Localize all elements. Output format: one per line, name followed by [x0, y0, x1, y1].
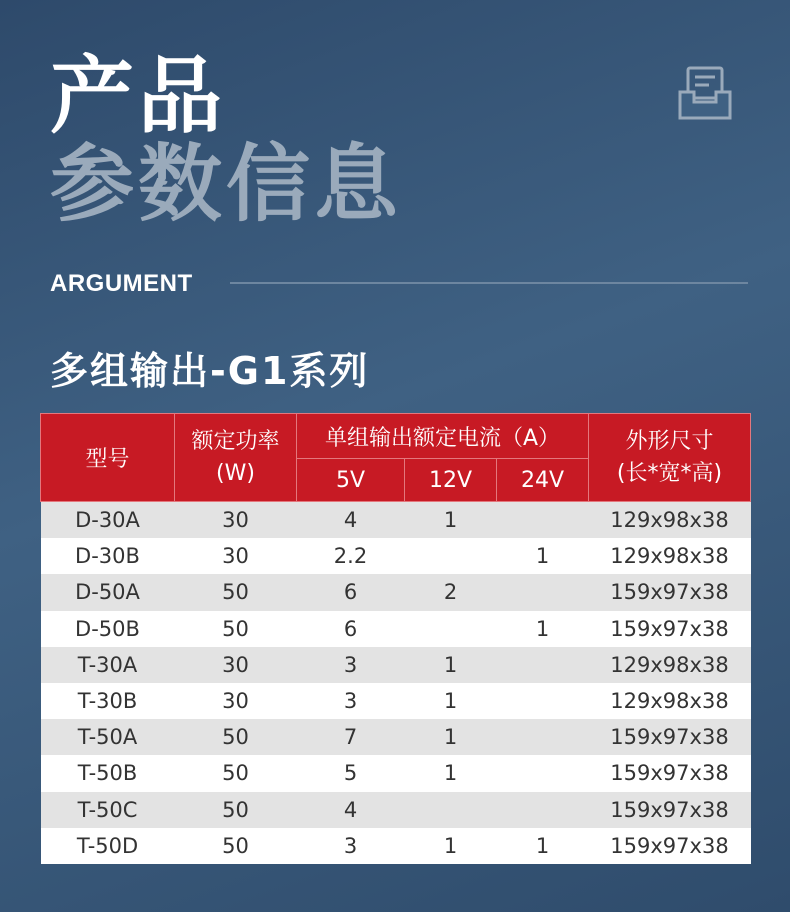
cell-size: 159x97x38: [589, 574, 751, 610]
cell-5v: 6: [297, 574, 405, 610]
document-tray-icon: [676, 64, 734, 122]
cell-power: 50: [175, 792, 297, 828]
cell-12v: 2: [405, 574, 497, 610]
cell-24v: [497, 683, 589, 719]
col-header-24v: 24V: [497, 459, 589, 502]
table-row: [41, 538, 751, 574]
cell-5v: 6: [297, 611, 405, 647]
cell-model: T-50B: [41, 755, 175, 791]
cell-model: T-30A: [41, 647, 175, 683]
cell-power: 30: [175, 538, 297, 574]
section-subtitle: ARGUMENT: [50, 270, 193, 297]
cell-24v: [497, 719, 589, 755]
cell-12v: [405, 538, 497, 574]
cell-power: 50: [175, 611, 297, 647]
series-title: 多组输出-G1系列: [50, 349, 370, 393]
cell-power: 30: [175, 502, 297, 539]
cell-power: 50: [175, 719, 297, 755]
cell-24v: [497, 792, 589, 828]
col-header-power-line1: 额定功率: [191, 428, 280, 454]
cell-size: 129x98x38: [589, 502, 751, 539]
cell-24v: 1: [497, 538, 589, 574]
col-header-12v: 12V: [405, 459, 497, 502]
cell-size: 129x98x38: [589, 683, 751, 719]
table-row: [41, 792, 751, 828]
cell-12v: [405, 611, 497, 647]
col-header-current-group: 单组输出额定电流（A）: [297, 414, 589, 459]
cell-size: 129x98x38: [589, 647, 751, 683]
col-header-5v: 5V: [297, 459, 405, 502]
cell-size: 159x97x38: [589, 719, 751, 755]
page-title-line1: 产品: [50, 47, 227, 145]
table-row: [41, 611, 751, 647]
col-header-power: [175, 414, 297, 502]
cell-12v: 1: [405, 647, 497, 683]
table-row: [41, 683, 751, 719]
cell-5v: 4: [297, 792, 405, 828]
cell-size: 159x97x38: [589, 828, 751, 864]
cell-model: D-30A: [41, 502, 175, 539]
table-row: [41, 574, 751, 610]
cell-model: T-50C: [41, 792, 175, 828]
cell-model: D-50A: [41, 574, 175, 610]
cell-model: T-30B: [41, 683, 175, 719]
cell-24v: [497, 647, 589, 683]
cell-model: T-50D: [41, 828, 175, 864]
cell-5v: 5: [297, 755, 405, 791]
cell-power: 30: [175, 683, 297, 719]
col-header-size-line1: 外形尺寸: [625, 428, 714, 454]
cell-power: 50: [175, 574, 297, 610]
col-header-size-line2: (长*宽*高): [616, 460, 723, 486]
col-header-model: 型号: [41, 414, 175, 502]
cell-size: 159x97x38: [589, 792, 751, 828]
cell-model: D-50B: [41, 611, 175, 647]
cell-5v: 3: [297, 828, 405, 864]
cell-5v: 2.2: [297, 538, 405, 574]
table-row: [41, 647, 751, 683]
cell-5v: 3: [297, 683, 405, 719]
cell-12v: 1: [405, 502, 497, 539]
cell-24v: 1: [497, 611, 589, 647]
table-row: [41, 719, 751, 755]
divider-line: [230, 282, 748, 284]
cell-24v: [497, 574, 589, 610]
col-header-power-line2: (W): [216, 460, 255, 486]
cell-12v: 1: [405, 719, 497, 755]
cell-5v: 4: [297, 502, 405, 539]
table-row: [41, 755, 751, 791]
cell-power: 50: [175, 755, 297, 791]
cell-24v: [497, 755, 589, 791]
cell-size: 159x97x38: [589, 755, 751, 791]
cell-power: 30: [175, 647, 297, 683]
page-title-line2: 参数信息: [50, 135, 403, 233]
cell-24v: 1: [497, 828, 589, 864]
table-row: [41, 828, 751, 864]
col-header-size: [589, 414, 751, 502]
cell-12v: 1: [405, 683, 497, 719]
cell-model: D-30B: [41, 538, 175, 574]
cell-24v: [497, 502, 589, 539]
cell-5v: 3: [297, 647, 405, 683]
cell-size: 129x98x38: [589, 538, 751, 574]
cell-12v: 1: [405, 755, 497, 791]
spec-table: [40, 413, 751, 864]
cell-12v: 1: [405, 828, 497, 864]
cell-size: 159x97x38: [589, 611, 751, 647]
cell-power: 50: [175, 828, 297, 864]
table-row: [41, 502, 751, 539]
cell-5v: 7: [297, 719, 405, 755]
cell-model: T-50A: [41, 719, 175, 755]
spec-table-body: [41, 502, 751, 864]
cell-12v: [405, 792, 497, 828]
